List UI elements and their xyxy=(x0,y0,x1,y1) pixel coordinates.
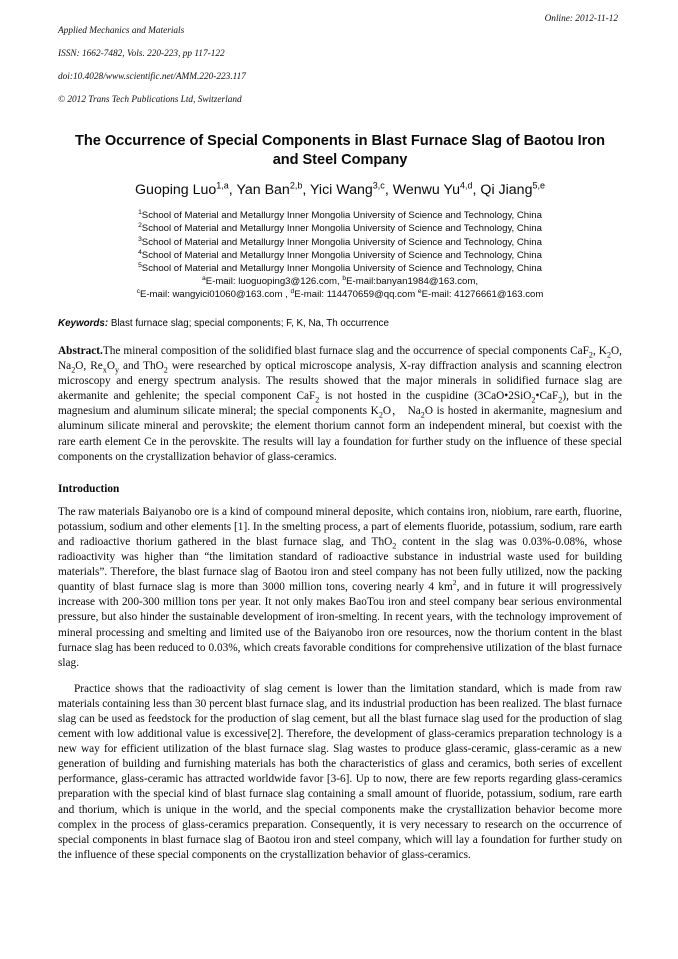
author-affiliation-marker: 4,d xyxy=(460,180,473,191)
online-date: Online: 2012-11-12 xyxy=(544,14,618,24)
email-line xyxy=(58,275,622,288)
author-affiliation-marker: 1,a xyxy=(216,180,229,191)
affiliation-text: School of Material and Metallurgy Inner Mongolia University of Science and Technology, China xyxy=(141,210,542,222)
journal-name: Applied Mechanics and Materials xyxy=(58,25,185,36)
affiliation-line xyxy=(58,222,622,235)
affiliation-line xyxy=(58,209,622,222)
affiliation-text: School of Material and Metallurgy Inner Mongolia University of Science and Technology, China xyxy=(141,223,542,235)
email-list xyxy=(58,275,622,301)
subscript: 2 xyxy=(420,410,425,420)
author-entry xyxy=(310,182,385,198)
email-marker: d xyxy=(290,287,295,295)
affiliation-text: School of Material and Metallurgy Inner Mongolia University of Science and Technology, China xyxy=(141,262,542,274)
subscript: 2 xyxy=(378,410,383,420)
affiliation-line xyxy=(58,236,622,249)
affiliation-marker: 5 xyxy=(138,261,142,269)
abstract-text: were researched by optical microscope analysis, X-ray diffraction analysis and scanning electron microscopy and energy spectrum analysis. The results showed that the major minerals in solidified furnace slag are akermanite and gehlenite; the special component CaF xyxy=(58,360,623,403)
email-address[interactable]: E-mail: wangyici01060@163.com , xyxy=(139,288,291,300)
subscript: 2 xyxy=(392,541,397,551)
abstract-text: O, Na xyxy=(58,345,622,373)
email-marker: b xyxy=(342,274,347,282)
author-name: Guoping Luo xyxy=(135,182,217,199)
author-entry xyxy=(236,182,302,198)
email-marker: c xyxy=(136,287,140,295)
affiliation-text: School of Material and Metallurgy Inner Mongolia University of Science and Technology, China xyxy=(141,236,542,248)
abstract-text: is not hosted in the cuspidine (3CaO•2SiO xyxy=(319,390,532,403)
abstract-label: Abstract. xyxy=(58,345,103,357)
subscript: y xyxy=(114,365,120,375)
author-affiliation-marker: 5,e xyxy=(532,180,545,191)
abstract-text: O, Re xyxy=(75,360,103,373)
email-marker: a xyxy=(201,274,206,282)
author-name: Yan Ban xyxy=(236,182,290,199)
abstract-text: •CaF xyxy=(535,390,559,403)
affiliation-marker: 1 xyxy=(138,209,142,217)
affiliation-line xyxy=(58,262,622,275)
abstract-text: O xyxy=(106,360,115,373)
keywords-value: Blast furnace slag; special components; F, K, Na, Th occurrence xyxy=(108,318,389,329)
paragraph-text: content in the slag was 0.03%-0.08%, whose radioactivity was higher than “the limitation standard of radioactive substance in industrial waste used for building materials”. Therefore, the blast furnace slag of Baotou iron and steel company has not been fully utilized, now the packing quantity of blast furnace slag is more than 3000 million tons, covering nearly 4 km xyxy=(58,535,622,594)
author-name: Qi Jiang xyxy=(480,182,533,199)
abstract-text: O， xyxy=(382,405,404,418)
keywords-label: Keywords: xyxy=(58,318,109,329)
paragraph-text: The raw materials Baiyanobo ore is a kind of compound mineral deposite, which contains iron, niobium, rare earth, fluorine, potassium, sodium and other elements [1]. In the smelting process, a part of elements fluoride, potassium, sodium, rare earth and radioactive thorium gathered in the blast furnace slag, and ThO xyxy=(58,505,622,548)
email-address[interactable]: E-mail: luoguoping3@126.com, xyxy=(205,275,343,287)
subscript: 2 xyxy=(531,395,536,405)
subscript: 2 xyxy=(163,365,168,375)
email-address[interactable]: E-mail: 41276661@163.com xyxy=(421,288,544,300)
subscript: 2 xyxy=(606,350,612,360)
subscript: 2 xyxy=(558,395,563,405)
abstract-text: and ThO xyxy=(119,360,164,373)
introduction-paragraph-1 xyxy=(58,505,622,671)
abstract-text: O is hosted in akermanite, magnesium and aluminum silicate mineral and perovskite; the element thorium cannot form an independent mineral, but coexist with the rare earth element Ce in the perovskite. The results will lay a foundation for further study on the influence of these special components on the crystallization behavior of glass-ceramics. xyxy=(58,405,622,463)
author-name: Yici Wang xyxy=(309,182,373,199)
abstract-text: Na xyxy=(403,405,421,418)
subscript: 2 xyxy=(588,350,593,360)
subscript: 2 xyxy=(71,365,76,375)
author-entry xyxy=(135,182,229,198)
subscript: x xyxy=(102,365,107,375)
journal-header xyxy=(58,14,622,118)
journal-doi: doi:10.4028/www.scientific.net/AMM.220-223.117 xyxy=(58,71,246,82)
page-title: The Occurrence of Special Components in Blast Furnace Slag of Baotou Iron and Steel Company xyxy=(75,133,605,169)
author-affiliation-marker: 3,c xyxy=(372,180,385,191)
affiliation-marker: 2 xyxy=(138,222,142,230)
email-line xyxy=(58,288,622,301)
paragraph-text: , and in future it will progressively increase with 200-300 million tons per year. It not only makes BaoTou iron and steel company bear serious environmental pressure, but also hinder the sustainable development of iron-smelting. In recent years, with the technology improvement of mineral processing and smelting and limited use of the Baiyanobo iron ore resources, now the thorium content in the blast furnace slag has been reduced to 0.03%, which creats favorable conditions for comprehensive utilization of the blast furnace slag. xyxy=(58,581,622,669)
author-affiliation-marker: 2,b xyxy=(289,180,303,191)
email-address[interactable]: E-mail:banyan1984@163.com, xyxy=(346,275,478,287)
email-address[interactable]: E-mail: 114470659@qq.com xyxy=(294,288,418,300)
email-marker: e xyxy=(417,287,422,295)
journal-issn: ISSN: 1662-7482, Vols. 220-223, pp 117-122 xyxy=(58,48,225,59)
affiliation-marker: 3 xyxy=(138,235,142,243)
abstract-text: The mineral composition of the solidified blast furnace slag and the occurrence of special components CaF xyxy=(102,345,589,357)
author-entry xyxy=(393,182,473,198)
superscript: 2 xyxy=(452,578,457,588)
author-list: Guoping Luo$^{1,a}$, Yan Ban$^{2,b}$, Yici Wang$^{3,c}$, Wenwu Yu$^{4,d}$, Qi Jiang$^{5,e}$ xyxy=(135,180,545,199)
author-name: Wenwu Yu xyxy=(392,182,461,199)
affiliation-list xyxy=(58,209,622,274)
author-entry xyxy=(480,182,545,198)
subscript: 2 xyxy=(315,395,320,405)
affiliation-line xyxy=(58,249,622,262)
affiliation-text: School of Material and Metallurgy Inner Mongolia University of Science and Technology, China xyxy=(141,249,542,261)
journal-header-left xyxy=(58,14,246,118)
keywords-line xyxy=(58,317,622,330)
abstract-text: , K xyxy=(592,345,607,357)
abstract-text: ), but in the magnesium and aluminum silicate mineral; the special components K xyxy=(58,390,622,418)
journal-copyright: © 2012 Trans Tech Publications Ltd, Switzerland xyxy=(58,95,242,106)
abstract-paragraph xyxy=(58,344,622,465)
introduction-paragraph-2: Practice shows that the radioactivity of slag cement is lower than the limitation standard, which is made from raw materials containing less than 30 percent blast furnace slag, and its industrial production has been realized. The blast furnace slag can be used as feedstock for the production of slag cement, but all the blast furnace slag used for the production of slag cement with low additional value is excessive[2]. Therefore, the development of glass-ceramics preparation technology is a new way for efficient utilization of the blast furnace slag. Slag wastes to produce glass-ceramic, glass-ceramic as a new generation of building and furnishing materials has both the characteristics of glass and ceramics, both series of excellent performance, glass-ceramic has attracted worldwide favor [3-6]. Up to now, there are few reports regarding glass-ceramics preparation with the special kind of blast furnace slag containing a small amount of fluoride, potassium, sodium, rare earth and thorium, which is unique in the world, and the special components make the crystallization behavior become more complex in the process of glass-ceramics preparation. Consequently, it is very necessary to research on the occurrence of special components in blast furnace slag of Baotou iron and steel company, which will lay a foundation for further study on the influence of these special components on the crystallization behavior of glass-ceramics. xyxy=(58,682,622,861)
section-heading-introduction: Introduction xyxy=(58,482,120,495)
affiliation-marker: 4 xyxy=(138,248,142,256)
